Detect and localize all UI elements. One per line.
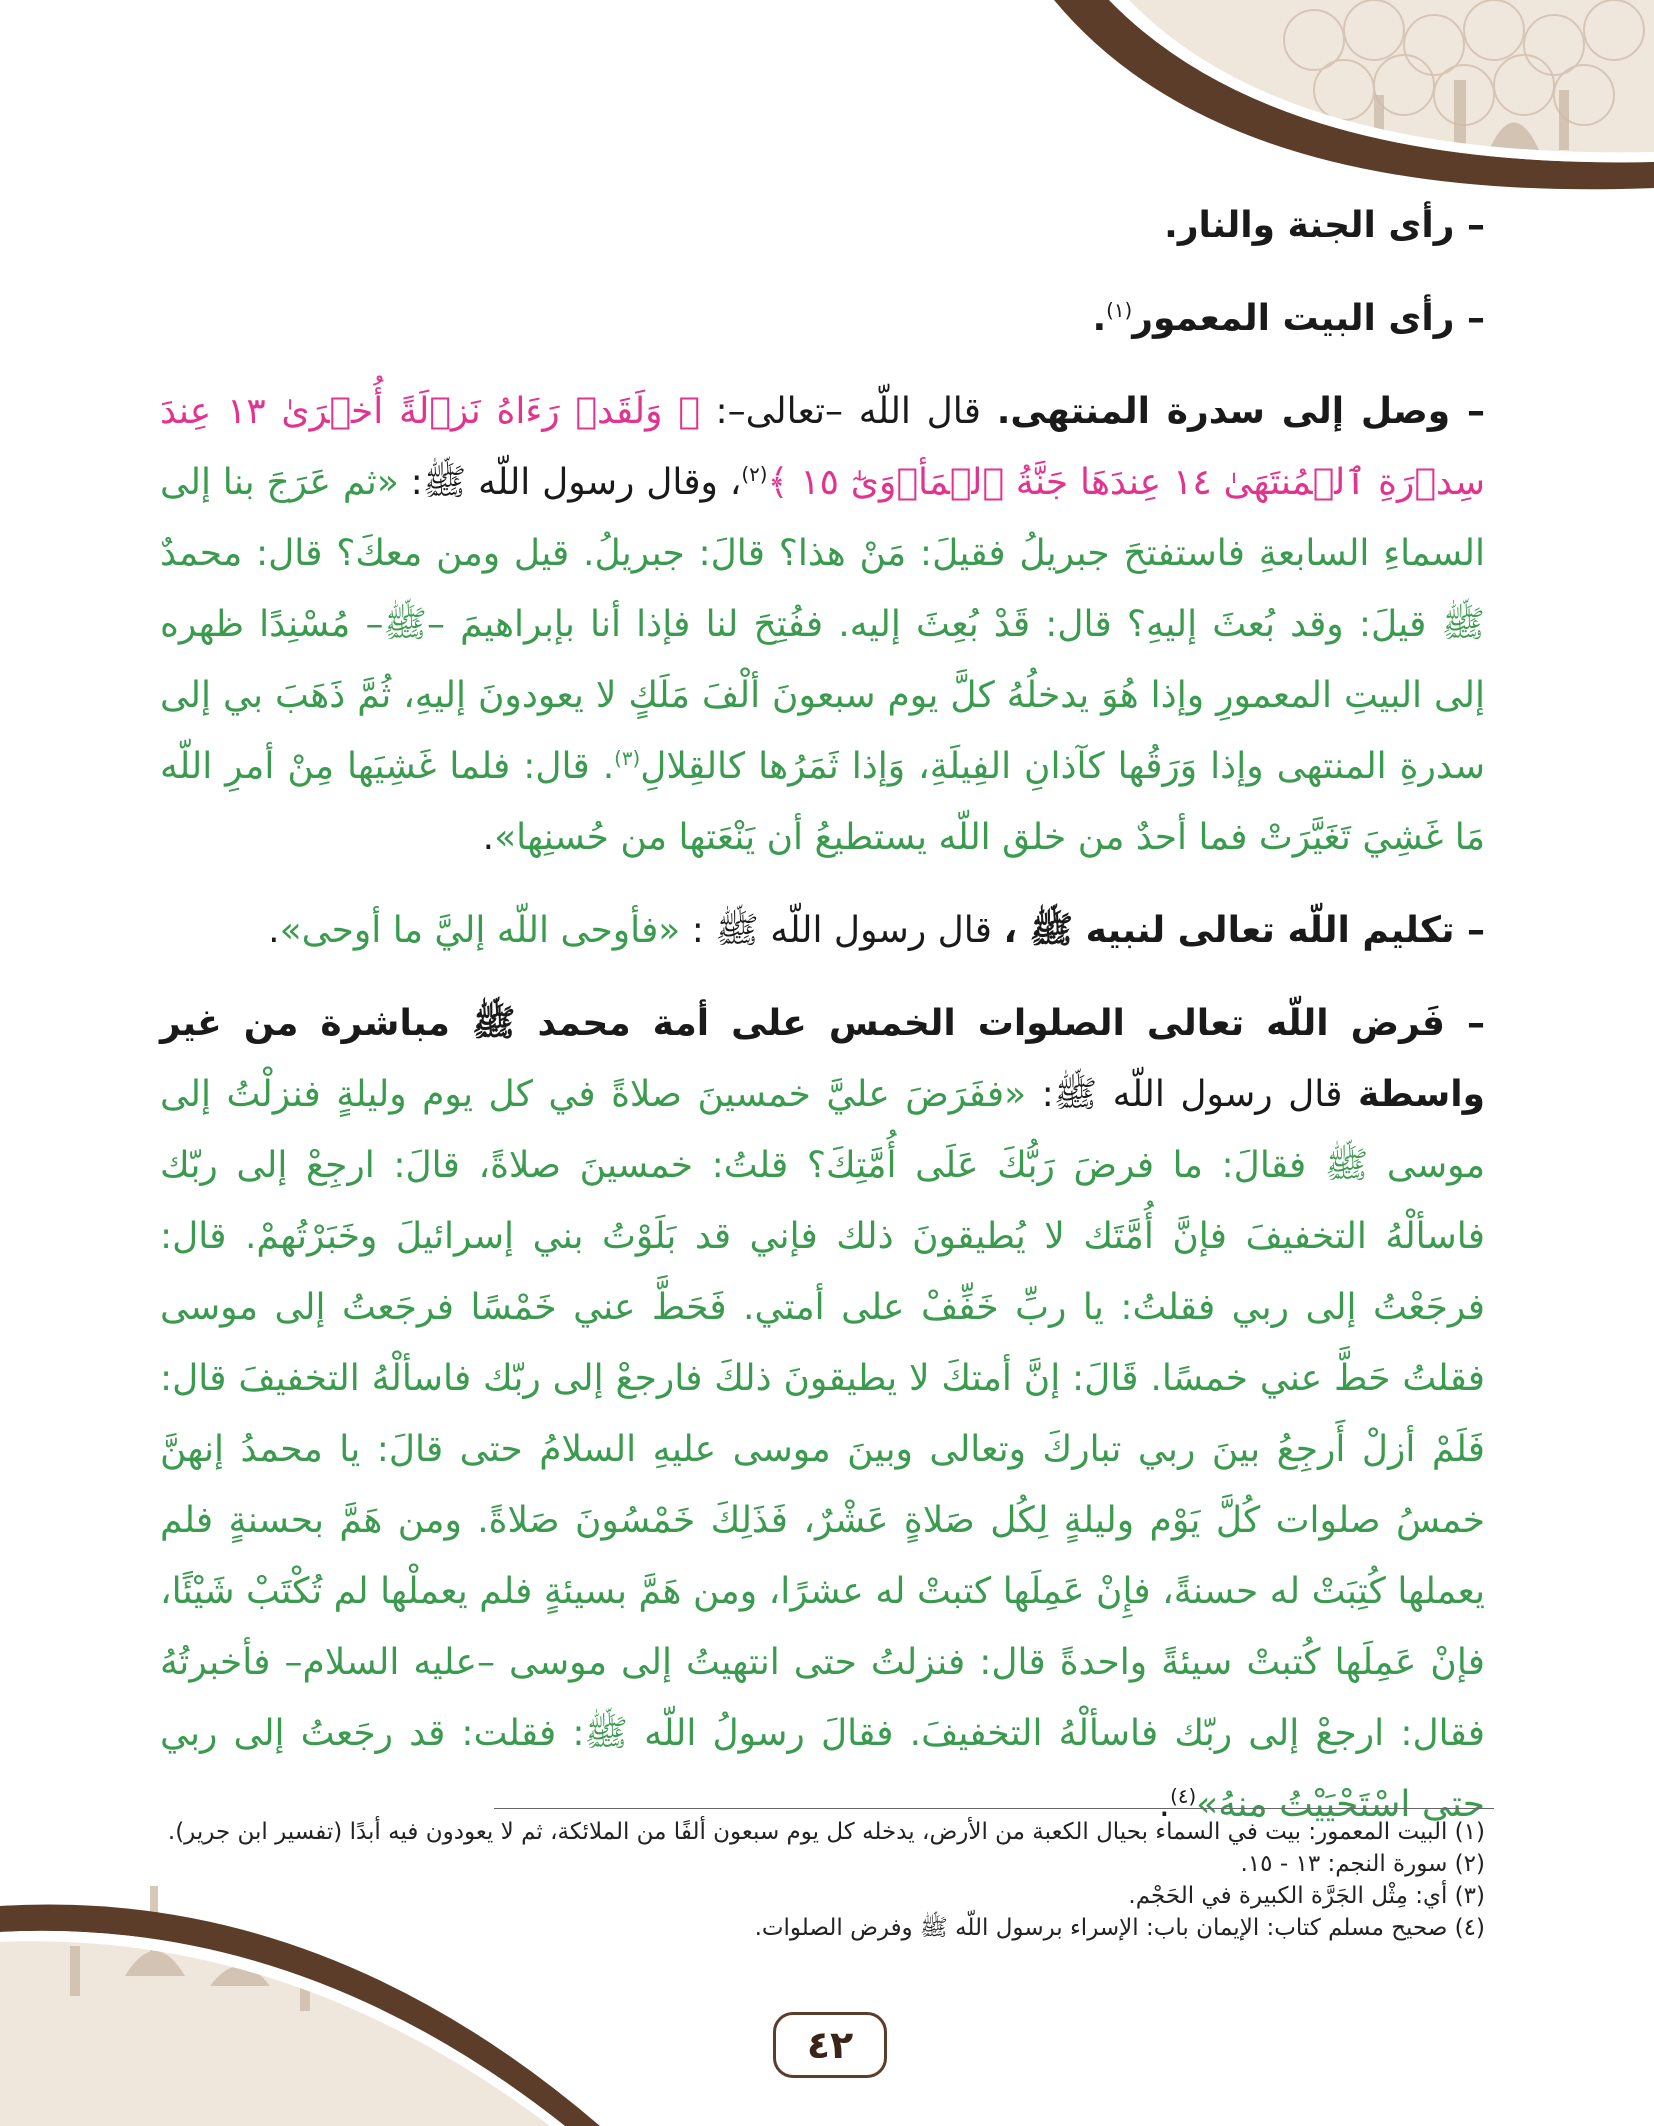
prayers-intro: قال رسول اللّه ﷺ: xyxy=(1026,1074,1358,1115)
footnote-1: (١) البيت المعمور: بيت في السماء بحيال الكعبة من الأرض، يدخله كل يوم سبعون ألفًا من الملائكة، ثم لا يعودون فيه أبدًا (تفسير ابن جرير). xyxy=(167,1819,1485,1845)
footnote-2: (٢) سورة النجم: ١٣ - ١٥. xyxy=(1240,1851,1485,1877)
hadith-prayers: «ففَرَضَ عليَّ خمسينَ صلاةً في كل يوم وليلةٍ فنزلْتُ إلى موسى ﷺ فقالَ: ما فرضَ رَبُّكَ عَلَى أُمَّتِكَ؟ قلتُ: خمسينَ صلاةً، قالَ: ارجِعْ إلى ربّك فاسألْهُ التخفيفَ فإنَّ أُمَّتَك لا يُطيقونَ ذلك فإني قد بَلَوْتُ بني إسرائيلَ وخَبَرْتُهمْ. قال: فرجَعْتُ إلى ربي فقلتُ: يا ربِّ خَفِّفْ على أمتي. فَحَطَّ عني خَمْسًا فرجَعتُ إلى موسى فقلتُ حَطَّ عني خمسًا. قَالَ: إنَّ أمتكَ لا يطيقونَ ذلكَ فارجعْ إلى ربّك فاسألْهُ التخفيفَ قال: فَلَمْ أزلْ أَرجِعُ بينَ ربي تباركَ وتعالى وبينَ موسى عليهِ السلامُ حتى قالَ: يا محمدُ إنهنَّ خمسُ صلوات كُلَّ يَوْم وليلةٍ لِكُل صَلاةٍ عَشْرٌ، فَذَلِكَ خَمْسُونَ صَلاةً. ومن هَمَّ بحسنةٍ فلم يعملها كُتِبَتْ له حسنةً، فإِنْ عَمِلَها كتبتْ له عشرًا، ومن هَمَّ بسيئةٍ فلم يعملْها لم تُكْتَبْ شَيْئًا، فإنْ عَمِلَها كُتبتْ سيئةً واحدةً قال: فنزلتُ حتى انتهيتُ إلى موسى –عليه السلام– فأخبرتُهُ فقال: ارجعْ إلى ربّك فاسألْهُ التخفيفَ. فقالَ رسولُ اللّه ﷺ: فقلت: قد رجَعتُ إلى ربي حتى اسْتَحْيَيْتُ منهُ» xyxy=(160,1074,1485,1825)
hadith-ascension: «ثم عَرَجَ بنا إلى السماءِ السابعةِ فاستفتحَ جبريلُ فقيلَ: مَنْ هذا؟ قالَ: جبريلُ. قيل ومن معكَ؟ قال: محمدٌ ﷺ قيلَ: وقد بُعثَ إليهِ؟ قال: قَدْ بُعِثَ إليه. ففُتِحَ لنا فإذا أنا بإبراهيمَ –ﷺ– مُسْنِدًا ظهره إلى البيتِ المعمورِ وإذا هُوَ يدخلُهُ كلَّ يوم سبعونَ ألْفَ مَلَكٍ لا يعودونَ إليهِ، ثُمَّ ذَهَبَ بي إلى سدرةِ المنتهى وإذا وَرَقُها كآذانِ الفِيلَةِ، وَإذا ثَمَرُها كالقِلالِ xyxy=(160,462,1485,787)
sidrah-intro: قال اللّه –تعالى–: xyxy=(699,391,997,432)
footnote-3: (٣) أي: مِثْل الجَرَّة الكبيرة في الحَجْم. xyxy=(1128,1883,1485,1909)
paragraph-sidrah: – وصل إلى سدرة المنتهى. قال اللّه –تعالى–: ﴿ وَلَقَدۡ رَءَاهُ نَزۡلَةً أُخۡرَىٰ ١٣ عِندَ سِدۡرَةِ ٱلۡمُنتَهَىٰ ١٤ عِندَهَا جَنَّةُ ٱلۡمَأۡوَىٰٓ ١٥ ﴾$^{(٢)}$، وقال رسول اللّه ﷺ: «ثم عَرَجَ بنا إلى السماءِ السابعةِ فاستفتحَ جبريلُ فقيلَ: مَنْ هذا؟ قالَ: جبريلُ. قيل ومن معكَ؟ قال: محمدٌ ﷺ قيلَ: وقد بُعثَ إليهِ؟ قال: قَدْ بُعِثَ إليه. ففُتِحَ لنا فإذا أنا بإبراهيمَ –ﷺ– مُسْنِدًا ظهره إلى البيتِ المعمورِ وإذا هُوَ يدخلُهُ كلَّ يوم سبعونَ ألْفَ مَلَكٍ لا يعودونَ إليهِ، ثُمَّ ذَهَبَ بي إلى سدرةِ المنتهى وإذا وَرَقُها كآذانِ الفِيلَةِ، وَإذا ثَمَرُها كالقِلالِ$^{(٣)}$. قال: فلما غَشِيَها مِنْ أمرِ اللّه مَا غَشِيَ تَغَيَّرَتْ فما أحدٌ من خلق اللّه يستطيعُ أن يَنْعَتها من حُسنِها». xyxy=(160,391,1485,858)
paragraph-speech: – تكليم اللّه تعالى لنبيه ﷺ ، قال رسول اللّه ﷺ : «فأوحى اللّه إليَّ ما أوحى». xyxy=(268,910,1485,951)
paragraph-prayers: – فَرض اللّه تعالى الصلوات الخمس على أمة محمد ﷺ مباشرة من غير واسطة قال رسول اللّه ﷺ: «ففَرَضَ عليَّ خمسينَ صلاةً في كل يوم وليلةٍ فنزلْتُ إلى موسى ﷺ فقالَ: ما فرضَ رَبُّكَ عَلَى أُمَّتِكَ؟ قلتُ: خمسينَ صلاةً، قالَ: ارجِعْ إلى ربّك فاسألْهُ التخفيفَ فإنَّ أُمَّتَك لا يُطيقونَ ذلك فإني قد بَلَوْتُ بني إسرائيلَ وخَبَرْتُهمْ. قال: فرجَعْتُ إلى ربي فقلتُ: يا ربِّ خَفِّفْ على أمتي. فَحَطَّ عني خَمْسًا فرجَعتُ إلى موسى فقلتُ حَطَّ عني خمسًا. قَالَ: إنَّ أمتكَ لا يطيقونَ ذلكَ فارجعْ إلى ربّك فاسألْهُ التخفيفَ قال: فَلَمْ أزلْ أَرجِعُ بينَ ربي تباركَ وتعالى وبينَ موسى عليهِ السلامُ حتى قالَ: يا محمدُ إنهنَّ خمسُ صلوات كُلَّ يَوْم وليلةٍ لِكُل صَلاةٍ عَشْرٌ، فَذَلِكَ خَمْسُونَ صَلاةً. ومن هَمَّ بحسنةٍ فلم يعملها كُتِبَتْ له حسنةً، فإِنْ عَمِلَها كتبتْ له عشرًا، ومن هَمَّ بسيئةٍ فلم يعملْها لم تُكْتَبْ شَيْئًا، فإنْ عَمِلَها كُتبتْ سيئةً واحدةً قال: فنزلتُ حتى انتهيتُ إلى موسى –عليه السلام– فأخبرتُهُ فقال: ارجعْ إلى ربّك فاسألْهُ التخفيفَ. فقالَ رسولُ اللّه ﷺ: فقلت: قد رجَعتُ إلى ربي حتى اسْتَحْيَيْتُ منهُ»$^{(٤)}$. xyxy=(160,1003,1485,1825)
line-paradise xyxy=(160,190,1485,261)
top-corner-ornament xyxy=(1014,0,1654,210)
quran-verse: ﴿ وَلَقَدۡ رَءَاهُ نَزۡلَةً أُخۡرَىٰ ١٣ عِندَ سِدۡرَةِ ٱلۡمُنتَهَىٰ ١٤ عِندَهَا جَنَّةُ ٱلۡمَأۡوَىٰٓ ١٥ ﴾ xyxy=(160,391,1485,503)
footnotes xyxy=(160,1816,1485,1944)
footnote-ref-1[interactable]: (١) xyxy=(1106,299,1133,322)
prayers-heading: – فَرض اللّه تعالى الصلوات الخمس على أمة محمد ﷺ مباشرة من غير واسطة xyxy=(160,1003,1485,1115)
speech-intro: قال رسول اللّه ﷺ : xyxy=(680,910,1004,951)
line-bayt-mamur: – رأى البيت المعمور$^{(١)}$. xyxy=(1092,298,1485,339)
speech-heading: – تكليم اللّه تعالى لنبيه ﷺ ، xyxy=(1003,910,1485,951)
page-number: ٤٢ xyxy=(773,2012,887,2078)
footnote-divider xyxy=(494,1808,1494,1809)
line-paradise-text: – رأى الجنة والنار. xyxy=(1164,205,1485,246)
hadith-revelation: «فأوحى اللّه إليَّ ما أوحى» xyxy=(279,910,681,951)
footnote-ref-4[interactable]: (٤) xyxy=(1170,1785,1197,1808)
footnote-ref-3[interactable]: (٣) xyxy=(614,747,641,770)
footnote-ref-2[interactable]: (٢) xyxy=(741,463,768,486)
main-text xyxy=(160,190,1485,1840)
line-bayt-mamur-text: – رأى البيت المعمور xyxy=(1132,298,1485,339)
sidrah-heading: – وصل إلى سدرة المنتهى. xyxy=(996,391,1485,432)
hadith-ascension-end: . قال: فلما غَشِيَها مِنْ أمرِ اللّه مَا غَشِيَ تَغَيَّرَتْ فما أحدٌ من خلق اللّه يستطيعُ أن يَنْعَتها من حُسنِها» xyxy=(160,746,1485,858)
footnote-4: (٤) صحيح مسلم كتاب: الإيمان باب: الإسراء برسول اللّه ﷺ وفرض الصلوات. xyxy=(754,1915,1485,1941)
sidrah-continue: ، وقال رسول اللّه ﷺ: xyxy=(398,462,742,503)
